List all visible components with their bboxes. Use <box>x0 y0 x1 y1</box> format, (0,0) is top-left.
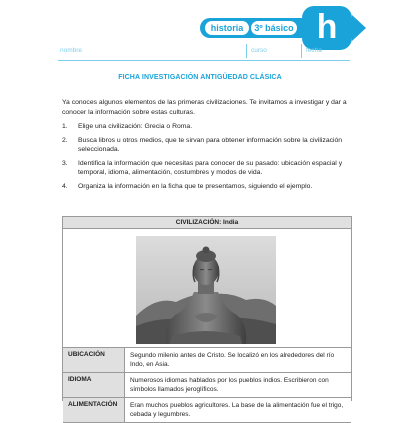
row-label: ALIMENTACIÓN <box>63 398 125 422</box>
logo-letter: h <box>316 7 338 46</box>
field-divider <box>301 44 302 58</box>
student-fields <box>58 42 350 61</box>
table-row <box>63 348 351 373</box>
name-field-label: nombre <box>60 47 83 54</box>
field-divider <box>246 44 247 58</box>
table-row <box>63 373 351 398</box>
logo-arrow-icon <box>352 15 366 41</box>
list-item <box>62 122 348 132</box>
step-text: Organiza la información en la ficha que te presentamos, siguiendo el ejemplo. <box>78 182 313 190</box>
row-label: IDIOMA <box>63 373 125 397</box>
date-field-label: fecha <box>306 47 322 54</box>
instruction-list <box>62 122 348 195</box>
step-number: 1. <box>62 123 68 130</box>
photo-cell <box>63 229 351 348</box>
table-row <box>63 398 351 423</box>
intro-paragraph: Ya conoces algunos elementos de las primeras civilizaciones. Te invitamos a investigar y dar a conocer la información sobre estas culturas. <box>62 99 347 116</box>
step-text: Elige una civilización: Grecia o Roma. <box>78 123 193 130</box>
course-field-label: curso <box>251 47 267 54</box>
grade-badge: 3º básico <box>251 21 297 35</box>
step-number: 3. <box>62 159 68 167</box>
row-label: UBICACIÓN <box>63 348 125 372</box>
civilization-card <box>62 216 352 418</box>
row-text: Numerosos idiomas hablados por los pueblos indios. Escribieron con símbolos llamados jeroglíficos. <box>130 377 329 393</box>
subject-badge: historia <box>205 21 249 35</box>
list-item <box>62 159 348 178</box>
list-item <box>62 182 348 192</box>
step-number: 2. <box>62 136 68 144</box>
worksheet-header <box>0 0 400 60</box>
step-number: 4. <box>62 182 68 190</box>
row-text: Eran muchos pueblos agricultores. La base de la alimentación fue el trigo, cebada y legumbres. <box>130 402 344 418</box>
step-text: Busca libros u otros medios, que te sirvan para obtener información sobre la civilización seleccionada. <box>78 136 343 153</box>
step-text: Identifica la información que necesitas para conocer de su pasado: ubicación espacial y temporal, idioma, alimentación, costumbres y modos de vida. <box>78 159 343 176</box>
buddha-statue-photo <box>136 236 276 344</box>
worksheet-title: FICHA INVESTIGACIÓN ANTIGÜEDAD CLÁSICA <box>118 74 282 81</box>
card-heading: CIVILIZACIÓN: India <box>63 217 351 229</box>
row-text: Segundo milenio antes de Cristo. Se localizó en los alrededores del río Indo, en Asia. <box>130 352 335 368</box>
list-item <box>62 136 348 155</box>
